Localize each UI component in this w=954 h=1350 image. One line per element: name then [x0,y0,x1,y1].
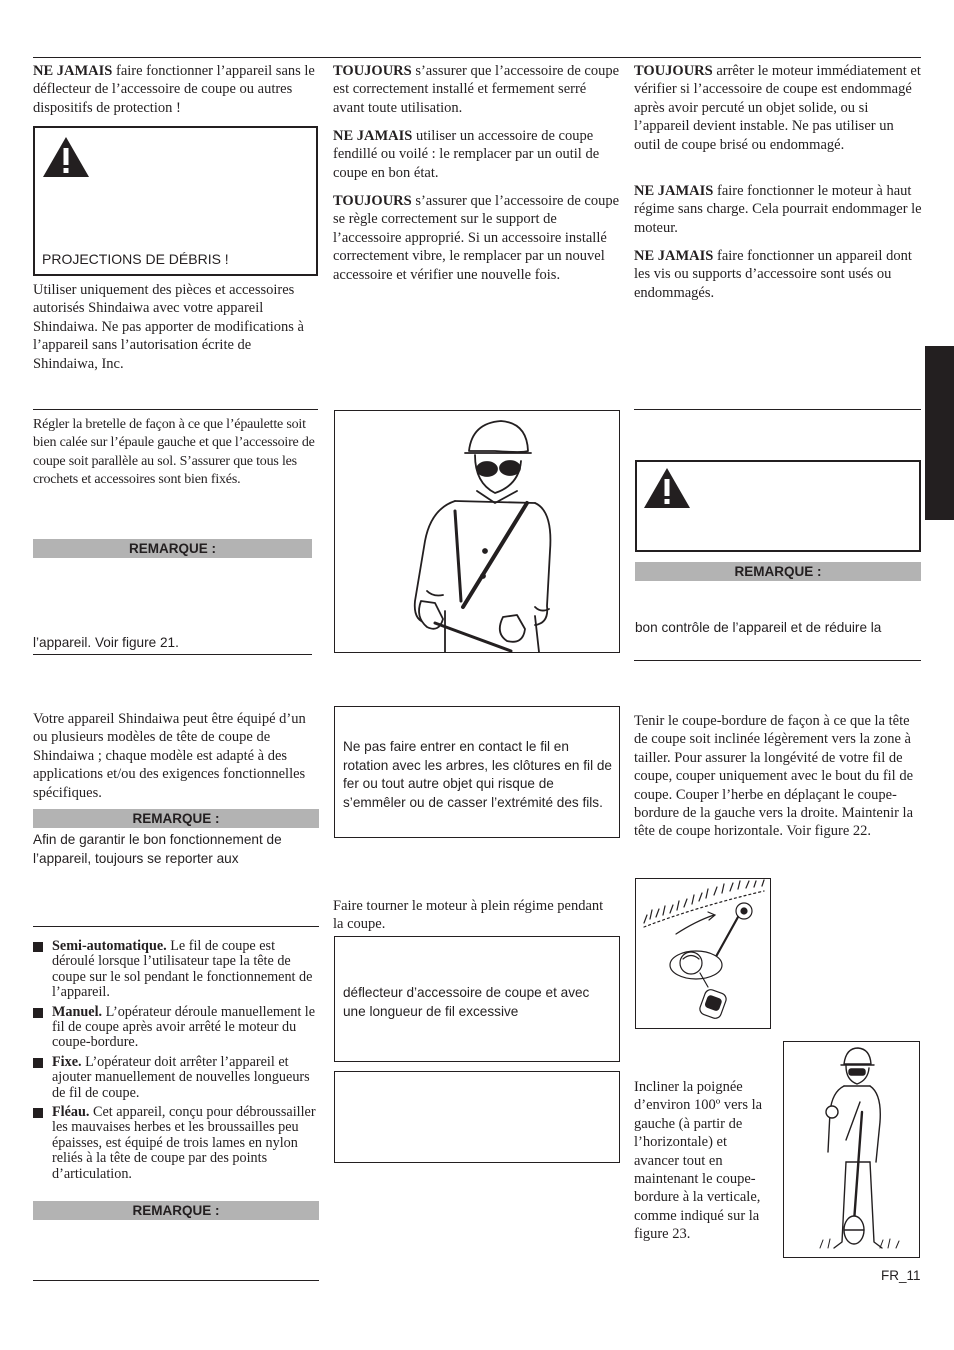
line-contact-text: Ne pas faire entrer en contact le fil en rotation avec les arbres, les clôtures en fil de fer ou tout autre objet qui risque de s’emmêler ou de casser l’extrémité des fils. [343,739,612,810]
page-number: FR_11 [881,1268,921,1283]
section-rule [33,654,312,655]
never-deflector-warning: NE JAMAIS faire fonctionner l’appareil sans le déflecteur de l’accessoire de coupe ou autres dispositifs de protection ! [33,63,315,116]
deflector-warning-box [334,936,620,1062]
section-rule [634,409,921,410]
deflector-text: déflecteur d’accessoire de coupe et avec une longueur de fil excessive [343,985,590,1019]
list-item: Semi-automatique. Le fil de coupe est déroulé lorsque l’utilisateur tape la tête de coupe sur le sol pendant le fonctionnement de l’appareil. [33,939,321,1001]
authorized-parts-text: Utiliser uniquement des pièces et accessoires autorisés Shindaiwa avec votre appareil Shindaiwa. Ne pas apporter de modifications à l’appareil sans l’autorisation écrite de Shindaiwa, Inc. [33,282,304,372]
strap-adjust-text: Régler la bretelle de façon à ce que l’épaulette soit bien calée sur l’épaule gauche et que l’accessoire de coupe soit parallèle au sol. S’assurer que tous les crochets et accessoires sont bien fixés. [33,417,315,488]
never-worn-parts-text: NE JAMAIS faire fonctionner un appareil dont les vis ou supports d’accessoire sont usés ou endommagés. [634,248,912,301]
section-tab [925,346,954,520]
edging-text: Incliner la poignée d’environ 100º vers la gauche (à partir de l’horizontale) et avancer tout en maintenant le coupe-bordure à la verticale, comme indiqué sur la figure 23. [634,1079,763,1243]
note-tail-text: bon contrôle de l’appareil et de réduire la [635,620,882,635]
always-adjust-text: TOUJOURS s’assurer que l’accessoire de coupe se règle correctement sur le support de l’accessoire approprié. Si un accessoire installé correctement vibre, le remplacer par un nouvel accessoire et vérifier une nouvelle fois. [333,193,620,283]
debris-label: PROJECTIONS DE DÉBRIS ! [42,251,229,267]
trimming-illustration [636,879,770,1028]
note-bar: REMARQUE : [635,562,921,581]
edging-illustration [784,1042,919,1257]
list-item: Fléau. Cet appareil, conçu pour débroussailler les mauvaises herbes et les broussailles peu épaisses, est équipé de trois lames en nylon reliés à la tête de coupe par des points d’articulation. [33,1105,321,1182]
figure-21 [334,410,620,653]
full-throttle-text: Faire tourner le moteur à plein régime pendant la coupe. [333,898,604,933]
note-text: Afin de garantir le bon fonctionnement de l’appareil, toujours se reporter aux [33,832,282,866]
figure-23 [783,1041,920,1258]
debris-warning-box [33,126,318,276]
section-rule [33,1280,319,1281]
trimming-text: Tenir le coupe-bordure de façon à ce que la tête de coupe soit inclinée légèrement vers la zone à tailler. Pour assurer la longévité de votre fil de coupe, couper uniquement avec le bout du fil de coupe. Couper l’herbe en déplaçant le coupe-bordure de la gauche vers la droite. Maintenir la tête de coupe horizontale. Voir figure 22. [634,713,914,840]
never-high-rpm-text: NE JAMAIS faire fonctionner le moteur à haut régime sans charge. Cela pourrait endommager le moteur. [634,183,922,236]
top-rule [33,57,921,58]
always-install-text: TOUJOURS s’assurer que l’accessoire de coupe est correctement installé et fermement serré avant toute utilisation. [333,63,620,116]
line-contact-warning-box [334,706,620,838]
warning-triangle-icon [42,136,90,178]
note-bar: REMARQUE : [33,809,319,828]
cutting-heads-intro: Votre appareil Shindaiwa peut être équipé d’un ou plusieurs modèles de tête de coupe de Shindaiwa ; chaque modèle est adapté à des applications et/ou des exigences fonctionnelles spécifiques. [33,711,306,801]
figure-22 [635,878,771,1029]
always-stop-text: TOUJOURS arrêter le moteur immédiatement et vérifier si l’accessoire de coupe est endommagé après avoir percuté un objet solide, ou si l’appareil devient instable. Ne pas utiliser un outil de coupe brisé ou endommagé. [634,63,921,153]
list-item: Fixe. L’opérateur doit arrêter l’appareil et ajouter manuellement de nouvelles longueurs de fil de coupe. [33,1055,321,1101]
empty-warning-box [334,1071,620,1163]
operator-strap-illustration [335,411,619,652]
warning-triangle-icon [643,467,691,509]
figure21-ref: l’appareil. Voir figure 21. [33,635,179,650]
list-item: Manuel. L’opérateur déroule manuellement le fil de coupe après avoir arrêté le moteur du coupe-bordure. [33,1005,321,1051]
head-types-list [33,939,321,1186]
section-rule [634,660,921,661]
section-rule [33,926,319,927]
never-cracked-text: NE JAMAIS utiliser un accessoire de coupe fendillé ou voilé : le remplacer par un outil de coupe en bon état. [333,128,600,181]
note-bar: REMARQUE : [33,539,312,558]
section-rule [33,409,318,410]
warning-box [635,460,921,552]
note-bar: REMARQUE : [33,1201,319,1220]
